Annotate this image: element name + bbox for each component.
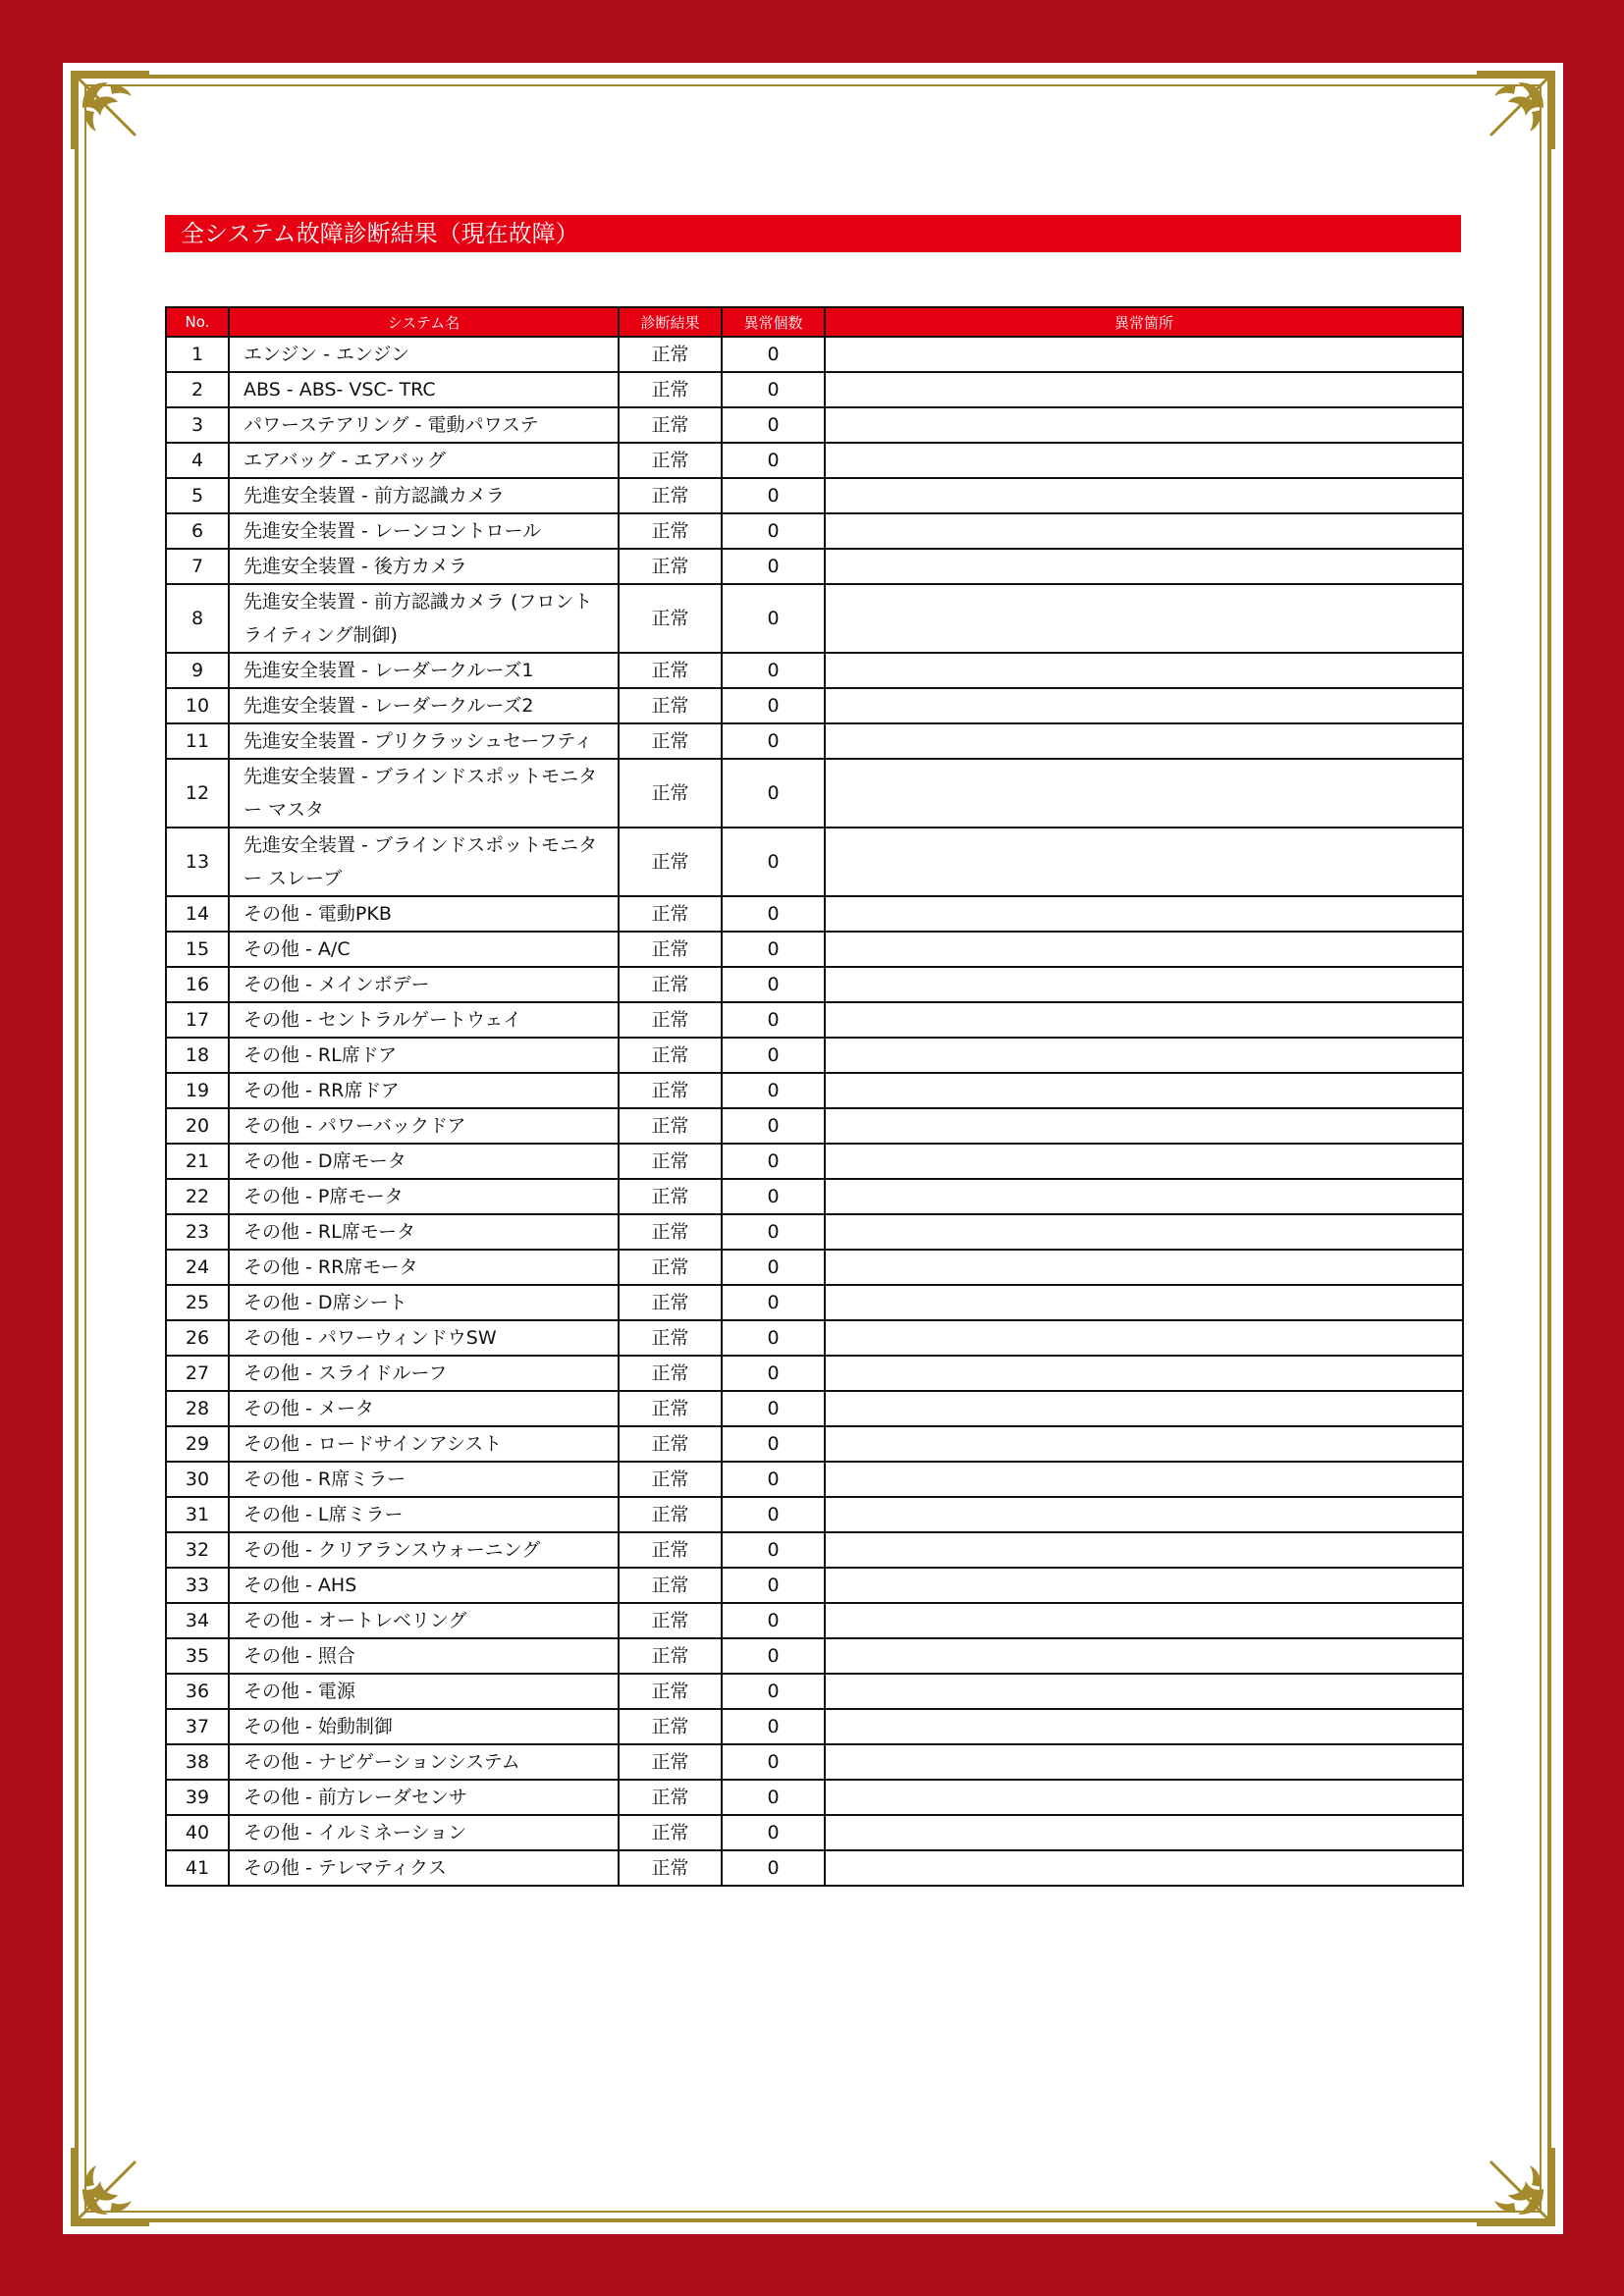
row-no: 28 <box>166 1391 229 1426</box>
section-title: 全システム故障診断結果（現在故障） <box>165 215 1461 252</box>
table-row <box>166 1179 1463 1214</box>
row-fault-count: 0 <box>722 1709 825 1744</box>
row-result: 正常 <box>619 828 722 896</box>
row-fault-count: 0 <box>722 1780 825 1815</box>
row-fault-count: 0 <box>722 1638 825 1674</box>
row-no: 33 <box>166 1568 229 1603</box>
header-result: 診断結果 <box>619 307 722 337</box>
table-row <box>166 372 1463 407</box>
table-row <box>166 1532 1463 1568</box>
row-system-name: その他 - 電動PKB <box>229 896 619 932</box>
table-row <box>166 1250 1463 1285</box>
table-row <box>166 688 1463 723</box>
table-row <box>166 1709 1463 1744</box>
row-no: 14 <box>166 896 229 932</box>
row-fault-count: 0 <box>722 1815 825 1850</box>
row-no: 9 <box>166 653 229 688</box>
row-system-name: 先進安全装置 - 後方カメラ <box>229 549 619 584</box>
row-fault-count: 0 <box>722 1497 825 1532</box>
row-no: 6 <box>166 513 229 549</box>
row-system-name: その他 - 始動制御 <box>229 1709 619 1744</box>
row-fault-count: 0 <box>722 549 825 584</box>
row-no: 27 <box>166 1356 229 1391</box>
row-fault-location <box>825 1638 1463 1674</box>
row-fault-count: 0 <box>722 584 825 653</box>
table-row <box>166 1426 1463 1462</box>
row-result: 正常 <box>619 337 722 372</box>
row-no: 37 <box>166 1709 229 1744</box>
row-result: 正常 <box>619 443 722 478</box>
row-system-name: その他 - ナビゲーションシステム <box>229 1744 619 1780</box>
row-result: 正常 <box>619 1462 722 1497</box>
row-fault-count: 0 <box>722 896 825 932</box>
table-row <box>166 1002 1463 1038</box>
row-system-name: その他 - ロードサインアシスト <box>229 1426 619 1462</box>
row-fault-count: 0 <box>722 1462 825 1497</box>
row-fault-count: 0 <box>722 1532 825 1568</box>
row-no: 26 <box>166 1320 229 1356</box>
table-row <box>166 1850 1463 1886</box>
table-row <box>166 1073 1463 1108</box>
row-fault-location <box>825 688 1463 723</box>
row-fault-location <box>825 443 1463 478</box>
row-system-name: その他 - スライドルーフ <box>229 1356 619 1391</box>
row-result: 正常 <box>619 1002 722 1038</box>
table-row <box>166 549 1463 584</box>
row-system-name: その他 - RL席ドア <box>229 1038 619 1073</box>
row-result: 正常 <box>619 1744 722 1780</box>
row-no: 23 <box>166 1214 229 1250</box>
row-no: 31 <box>166 1497 229 1532</box>
row-fault-count: 0 <box>722 1568 825 1603</box>
row-fault-location <box>825 549 1463 584</box>
report-page <box>63 63 1563 2234</box>
row-result: 正常 <box>619 1214 722 1250</box>
row-fault-count: 0 <box>722 688 825 723</box>
row-result: 正常 <box>619 584 722 653</box>
row-fault-count: 0 <box>722 1426 825 1462</box>
row-no: 34 <box>166 1603 229 1638</box>
row-no: 17 <box>166 1002 229 1038</box>
row-fault-location <box>825 372 1463 407</box>
row-fault-location <box>825 967 1463 1002</box>
row-fault-location <box>825 1320 1463 1356</box>
row-fault-count: 0 <box>722 1002 825 1038</box>
row-fault-location <box>825 1850 1463 1886</box>
row-fault-count: 0 <box>722 1250 825 1285</box>
row-fault-count: 0 <box>722 759 825 828</box>
row-no: 32 <box>166 1532 229 1568</box>
row-fault-location <box>825 1674 1463 1709</box>
row-fault-location <box>825 478 1463 513</box>
row-result: 正常 <box>619 1603 722 1638</box>
row-system-name: ABS - ABS- VSC- TRC <box>229 372 619 407</box>
row-no: 40 <box>166 1815 229 1850</box>
row-fault-count: 0 <box>722 1320 825 1356</box>
row-result: 正常 <box>619 1250 722 1285</box>
row-result: 正常 <box>619 1638 722 1674</box>
row-result: 正常 <box>619 688 722 723</box>
row-fault-location <box>825 1780 1463 1815</box>
row-system-name: 先進安全装置 - ブラインドスポットモニター スレーブ <box>229 828 619 896</box>
row-fault-location <box>825 1285 1463 1320</box>
row-fault-count: 0 <box>722 1674 825 1709</box>
row-result: 正常 <box>619 1108 722 1144</box>
row-result: 正常 <box>619 1073 722 1108</box>
table-row <box>166 967 1463 1002</box>
row-fault-location <box>825 723 1463 759</box>
row-fault-count: 0 <box>722 1179 825 1214</box>
table-row <box>166 1744 1463 1780</box>
row-no: 2 <box>166 372 229 407</box>
row-system-name: その他 - RL席モータ <box>229 1214 619 1250</box>
row-system-name: その他 - 照合 <box>229 1638 619 1674</box>
row-result: 正常 <box>619 1356 722 1391</box>
header-fault-location: 異常箇所 <box>825 307 1463 337</box>
table-row <box>166 1038 1463 1073</box>
row-system-name: その他 - D席モータ <box>229 1144 619 1179</box>
row-result: 正常 <box>619 549 722 584</box>
row-no: 35 <box>166 1638 229 1674</box>
table-row <box>166 828 1463 896</box>
row-fault-count: 0 <box>722 828 825 896</box>
row-fault-count: 0 <box>722 478 825 513</box>
row-no: 11 <box>166 723 229 759</box>
row-fault-location <box>825 1568 1463 1603</box>
row-system-name: その他 - RR席モータ <box>229 1250 619 1285</box>
row-result: 正常 <box>619 407 722 443</box>
row-system-name: その他 - メインボデー <box>229 967 619 1002</box>
row-fault-count: 0 <box>722 407 825 443</box>
row-result: 正常 <box>619 1320 722 1356</box>
row-fault-count: 0 <box>722 1214 825 1250</box>
row-result: 正常 <box>619 1426 722 1462</box>
row-no: 13 <box>166 828 229 896</box>
row-fault-count: 0 <box>722 1356 825 1391</box>
row-fault-location <box>825 1391 1463 1426</box>
row-fault-count: 0 <box>722 443 825 478</box>
table-row <box>166 1497 1463 1532</box>
row-no: 18 <box>166 1038 229 1073</box>
row-result: 正常 <box>619 723 722 759</box>
row-result: 正常 <box>619 967 722 1002</box>
table-row <box>166 443 1463 478</box>
row-fault-location <box>825 1073 1463 1108</box>
row-system-name: その他 - A/C <box>229 932 619 967</box>
row-no: 8 <box>166 584 229 653</box>
table-row <box>166 584 1463 653</box>
row-result: 正常 <box>619 1780 722 1815</box>
corner-ornament-icon <box>1469 2140 1563 2234</box>
row-system-name: 先進安全装置 - レーダークルーズ1 <box>229 653 619 688</box>
row-no: 16 <box>166 967 229 1002</box>
row-fault-count: 0 <box>722 1073 825 1108</box>
row-system-name: エンジン - エンジン <box>229 337 619 372</box>
row-system-name: その他 - AHS <box>229 1568 619 1603</box>
row-fault-location <box>825 407 1463 443</box>
row-no: 38 <box>166 1744 229 1780</box>
row-result: 正常 <box>619 896 722 932</box>
row-result: 正常 <box>619 1674 722 1709</box>
row-result: 正常 <box>619 932 722 967</box>
table-row <box>166 1568 1463 1603</box>
row-result: 正常 <box>619 1285 722 1320</box>
row-result: 正常 <box>619 1815 722 1850</box>
row-fault-location <box>825 653 1463 688</box>
row-result: 正常 <box>619 1497 722 1532</box>
row-fault-location <box>825 1250 1463 1285</box>
row-no: 41 <box>166 1850 229 1886</box>
row-no: 24 <box>166 1250 229 1285</box>
row-result: 正常 <box>619 1391 722 1426</box>
row-fault-count: 0 <box>722 372 825 407</box>
table-row <box>166 1674 1463 1709</box>
row-fault-location <box>825 1038 1463 1073</box>
row-system-name: その他 - パワーバックドア <box>229 1108 619 1144</box>
table-row <box>166 896 1463 932</box>
row-fault-count: 0 <box>722 1850 825 1886</box>
row-system-name: その他 - オートレベリング <box>229 1603 619 1638</box>
row-fault-location <box>825 1744 1463 1780</box>
row-fault-location <box>825 1356 1463 1391</box>
row-system-name: 先進安全装置 - 前方認識カメラ (フロントライティング制御) <box>229 584 619 653</box>
row-fault-count: 0 <box>722 967 825 1002</box>
row-fault-location <box>825 896 1463 932</box>
header-system-name: システム名 <box>229 307 619 337</box>
row-no: 10 <box>166 688 229 723</box>
row-system-name: その他 - L席ミラー <box>229 1497 619 1532</box>
row-system-name: パワーステアリング - 電動パワステ <box>229 407 619 443</box>
table-row <box>166 1603 1463 1638</box>
row-fault-count: 0 <box>722 1744 825 1780</box>
table-row <box>166 1815 1463 1850</box>
table-row <box>166 1780 1463 1815</box>
row-system-name: 先進安全装置 - 前方認識カメラ <box>229 478 619 513</box>
row-fault-count: 0 <box>722 1603 825 1638</box>
diagnosis-table <box>165 306 1464 1887</box>
row-fault-location <box>825 1603 1463 1638</box>
row-fault-location <box>825 1815 1463 1850</box>
row-no: 3 <box>166 407 229 443</box>
row-system-name: その他 - パワーウィンドウSW <box>229 1320 619 1356</box>
row-fault-location <box>825 1709 1463 1744</box>
row-result: 正常 <box>619 1038 722 1073</box>
row-no: 21 <box>166 1144 229 1179</box>
row-fault-count: 0 <box>722 1144 825 1179</box>
row-fault-count: 0 <box>722 337 825 372</box>
row-fault-location <box>825 1144 1463 1179</box>
row-system-name: エアバッグ - エアバッグ <box>229 443 619 478</box>
row-fault-location <box>825 1462 1463 1497</box>
corner-ornament-icon <box>1469 63 1563 157</box>
row-no: 30 <box>166 1462 229 1497</box>
row-result: 正常 <box>619 513 722 549</box>
row-system-name: その他 - 前方レーダセンサ <box>229 1780 619 1815</box>
row-fault-location <box>825 584 1463 653</box>
table-row <box>166 1356 1463 1391</box>
row-result: 正常 <box>619 653 722 688</box>
row-fault-location <box>825 1426 1463 1462</box>
table-row <box>166 478 1463 513</box>
row-fault-location <box>825 1214 1463 1250</box>
row-system-name: その他 - D席シート <box>229 1285 619 1320</box>
row-no: 1 <box>166 337 229 372</box>
row-no: 39 <box>166 1780 229 1815</box>
row-fault-location <box>825 828 1463 896</box>
row-fault-location <box>825 337 1463 372</box>
row-system-name: その他 - セントラルゲートウェイ <box>229 1002 619 1038</box>
table-row <box>166 1108 1463 1144</box>
row-no: 29 <box>166 1426 229 1462</box>
header-fault-count: 異常個数 <box>722 307 825 337</box>
row-system-name: その他 - メータ <box>229 1391 619 1426</box>
row-system-name: その他 - クリアランスウォーニング <box>229 1532 619 1568</box>
table-row <box>166 1462 1463 1497</box>
row-result: 正常 <box>619 759 722 828</box>
table-row <box>166 759 1463 828</box>
row-no: 25 <box>166 1285 229 1320</box>
corner-ornament-icon <box>63 2140 157 2234</box>
row-result: 正常 <box>619 1568 722 1603</box>
table-row <box>166 1214 1463 1250</box>
row-fault-location <box>825 1179 1463 1214</box>
row-fault-location <box>825 513 1463 549</box>
row-fault-location <box>825 1108 1463 1144</box>
row-fault-count: 0 <box>722 1108 825 1144</box>
corner-ornament-icon <box>63 63 157 157</box>
table-row <box>166 1391 1463 1426</box>
row-no: 7 <box>166 549 229 584</box>
row-system-name: その他 - R席ミラー <box>229 1462 619 1497</box>
row-no: 12 <box>166 759 229 828</box>
row-result: 正常 <box>619 1850 722 1886</box>
row-result: 正常 <box>619 478 722 513</box>
table-row <box>166 513 1463 549</box>
row-system-name: 先進安全装置 - プリクラッシュセーフティ <box>229 723 619 759</box>
row-system-name: その他 - イルミネーション <box>229 1815 619 1850</box>
row-result: 正常 <box>619 372 722 407</box>
table-row <box>166 653 1463 688</box>
row-system-name: その他 - RR席ドア <box>229 1073 619 1108</box>
row-no: 15 <box>166 932 229 967</box>
row-fault-count: 0 <box>722 1038 825 1073</box>
table-row <box>166 1320 1463 1356</box>
table-row <box>166 932 1463 967</box>
row-system-name: その他 - P席モータ <box>229 1179 619 1214</box>
row-no: 4 <box>166 443 229 478</box>
table-header-row <box>166 307 1463 337</box>
row-system-name: 先進安全装置 - レーダークルーズ2 <box>229 688 619 723</box>
row-no: 5 <box>166 478 229 513</box>
row-result: 正常 <box>619 1144 722 1179</box>
row-system-name: その他 - 電源 <box>229 1674 619 1709</box>
table-row <box>166 1285 1463 1320</box>
table-body <box>166 337 1463 1886</box>
row-no: 36 <box>166 1674 229 1709</box>
row-fault-count: 0 <box>722 653 825 688</box>
table-row <box>166 1638 1463 1674</box>
table-row <box>166 407 1463 443</box>
row-system-name: 先進安全装置 - ブラインドスポットモニター マスタ <box>229 759 619 828</box>
row-fault-count: 0 <box>722 932 825 967</box>
row-system-name: その他 - テレマティクス <box>229 1850 619 1886</box>
row-result: 正常 <box>619 1709 722 1744</box>
header-no: No. <box>166 307 229 337</box>
row-fault-location <box>825 1532 1463 1568</box>
table-row <box>166 723 1463 759</box>
row-no: 20 <box>166 1108 229 1144</box>
row-no: 19 <box>166 1073 229 1108</box>
table-row <box>166 337 1463 372</box>
row-system-name: 先進安全装置 - レーンコントロール <box>229 513 619 549</box>
row-fault-count: 0 <box>722 723 825 759</box>
row-fault-count: 0 <box>722 513 825 549</box>
row-fault-location <box>825 1497 1463 1532</box>
row-result: 正常 <box>619 1532 722 1568</box>
row-fault-location <box>825 759 1463 828</box>
row-no: 22 <box>166 1179 229 1214</box>
table-row <box>166 1144 1463 1179</box>
row-fault-count: 0 <box>722 1391 825 1426</box>
row-fault-count: 0 <box>722 1285 825 1320</box>
row-result: 正常 <box>619 1179 722 1214</box>
row-fault-location <box>825 932 1463 967</box>
row-fault-location <box>825 1002 1463 1038</box>
